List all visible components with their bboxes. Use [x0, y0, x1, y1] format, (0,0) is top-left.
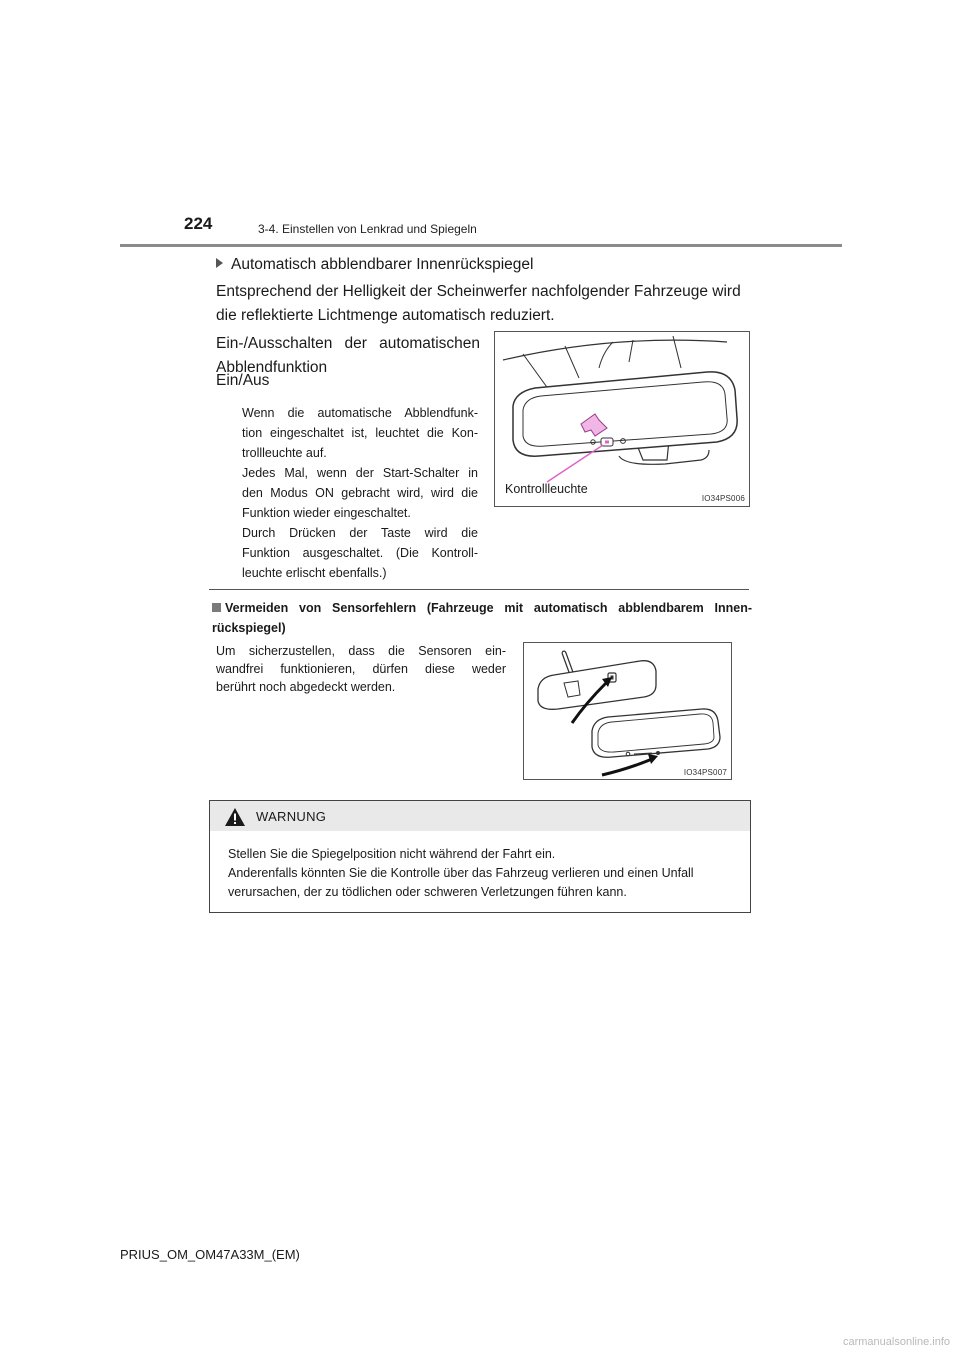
- description-line: leuchte erlischt ebenfalls.): [242, 566, 387, 580]
- function-state: Ein/Aus: [216, 372, 270, 389]
- square-bullet-icon: [212, 603, 221, 612]
- description-line: tion eingeschaltet ist, leuchtet die Kon-: [242, 426, 478, 440]
- section-heading-auto-dimming-mirror: [216, 256, 533, 274]
- function-title-line: Ein-/Ausschalten der automatischen: [216, 335, 480, 352]
- triangle-bullet-icon: [216, 258, 223, 268]
- document-id: PRIUS_OM_OM47A33M_(EM): [120, 1247, 300, 1262]
- sensor-body-line: Um sicherzustellen, dass die Sensoren ein-: [216, 644, 506, 658]
- sensor-illustration: [524, 643, 733, 781]
- section-divider: [209, 589, 749, 590]
- mirror-figure-indicator: [494, 331, 750, 507]
- warning-line: Anderenfalls könnten Sie die Kontrolle über das Fahrzeug verlieren und einen Unfall: [228, 866, 694, 880]
- sensor-section-body: [216, 642, 506, 696]
- function-title-line: Abblendfunktion: [216, 359, 328, 376]
- chapter-title: 3-4. Einstellen von Lenkrad und Spiegeln: [258, 222, 477, 236]
- intro-line: die reflektierte Lichtmenge automatisch reduziert.: [216, 307, 555, 324]
- mirror-figure-sensors: [523, 642, 732, 780]
- figure-code: IO34PS007: [683, 768, 727, 777]
- warning-body: [228, 845, 748, 902]
- warning-line: Stellen Sie die Spiegelposition nicht während der Fahrt ein.: [228, 847, 556, 861]
- warning-title: WARNUNG: [256, 809, 327, 824]
- indicator-light: [605, 441, 609, 444]
- sensor-body-line: berührt noch abgedeckt werden.: [216, 680, 396, 694]
- indicator-label: Kontrollleuchte: [505, 482, 588, 496]
- warning-box: [209, 800, 751, 913]
- function-description: [242, 403, 478, 583]
- sensor-body-line: wandfrei funktionieren, dürfen diese weder: [216, 662, 506, 676]
- description-line: den Modus ON gebracht wird, wird die: [242, 486, 478, 500]
- page-number: 224: [184, 214, 213, 233]
- warning-line: verursachen, der zu tödlichen oder schweren Verletzungen führen kann.: [228, 885, 627, 899]
- warning-triangle-icon: [224, 807, 246, 827]
- description-line: Jedes Mal, wenn der Start-Schalter in: [242, 466, 478, 480]
- sensor-section-heading: [212, 598, 752, 638]
- intro-paragraph: [216, 280, 756, 328]
- description-line: Funktion ausgeschaltet. (Die Kontroll-: [242, 546, 478, 560]
- description-line: Wenn die automatische Abblendfunk-: [242, 406, 478, 420]
- figure-code: IO34PS006: [701, 494, 745, 503]
- watermark: carmanualsonline.info: [842, 1336, 950, 1348]
- sensor-section-heading-text: Vermeiden von Sensorfehlern (Fahrzeuge mit automatisch abblendbarem Innen-rückspiegel): [212, 601, 752, 635]
- intro-line: Entsprechend der Helligkeit der Scheinwerfer nachfolgender Fahrzeuge wird: [216, 283, 741, 300]
- description-line: trollleuchte auf.: [242, 446, 327, 460]
- header-rule: [120, 244, 842, 247]
- description-line: Funktion wieder eingeschaltet.: [242, 506, 411, 520]
- section-heading-text: Automatisch abblendbarer Innenrückspiegel: [231, 256, 534, 273]
- description-line: Durch Drücken der Taste wird die: [242, 526, 478, 540]
